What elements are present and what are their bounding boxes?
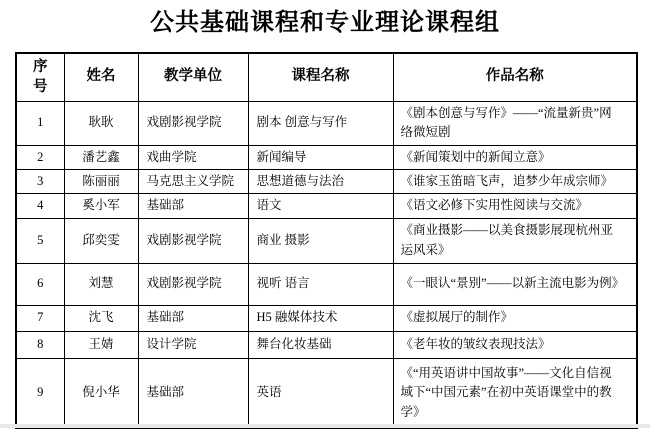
cell-work: 《商业摄影——以美食摄影展现杭州亚运风采》 xyxy=(393,218,637,263)
cell-work: 《语文必修下实用性阅读与交流》 xyxy=(393,194,637,218)
cell-course: 语文 xyxy=(248,194,393,218)
cell-course: 思想道德与法治 xyxy=(248,169,393,193)
table-header-row xyxy=(16,53,637,101)
cell-no: 7 xyxy=(16,305,64,331)
cell-name: 倪小华 xyxy=(64,358,138,428)
header-cell-course: 课程名称 xyxy=(248,53,393,101)
cell-unit: 戏剧影视学院 xyxy=(138,218,248,263)
cell-no: 5 xyxy=(16,218,64,263)
cell-unit: 设计学院 xyxy=(138,331,248,358)
cell-work: 《剧本创意与写作》——“流量新贵”网络微短剧 xyxy=(393,101,637,145)
cell-name: 刘慧 xyxy=(64,263,138,305)
table-row xyxy=(16,145,637,169)
cell-no: 9 xyxy=(16,358,64,428)
cell-work: 《谁家玉笛暗飞声，追梦少年成宗师》 xyxy=(393,169,637,193)
cell-name: 潘艺鑫 xyxy=(64,145,138,169)
table-row xyxy=(16,101,637,145)
table-row xyxy=(16,169,637,193)
cell-unit: 马克思主义学院 xyxy=(138,169,248,193)
header-cell-unit: 教学单位 xyxy=(138,53,248,101)
table-row xyxy=(16,194,637,218)
cell-name: 陈丽丽 xyxy=(64,169,138,193)
table-row xyxy=(16,218,637,263)
cell-course: 英语 xyxy=(248,358,393,428)
cell-course: 舞台化妆基础 xyxy=(248,331,393,358)
table-row xyxy=(16,331,637,358)
cell-name: 邱奕雯 xyxy=(64,218,138,263)
header-cell-name: 姓名 xyxy=(64,53,138,101)
table-row xyxy=(16,305,637,331)
table-row xyxy=(16,263,637,305)
cell-no: 1 xyxy=(16,101,64,145)
cell-no: 2 xyxy=(16,145,64,169)
cell-course: 视听 语言 xyxy=(248,263,393,305)
cell-work: 《“用英语讲中国故事”——文化自信视域下“中国元素”在初中英语课堂中的教学》 xyxy=(393,358,637,428)
cell-course: 剧本 创意与写作 xyxy=(248,101,393,145)
cell-no: 6 xyxy=(16,263,64,305)
cell-unit: 基础部 xyxy=(138,194,248,218)
cell-name: 奚小军 xyxy=(64,194,138,218)
cell-unit: 基础部 xyxy=(138,305,248,331)
cell-work: 《虚拟展厅的制作》 xyxy=(393,305,637,331)
course-table xyxy=(15,52,638,429)
cell-unit: 戏剧影视学院 xyxy=(138,101,248,145)
table-row xyxy=(16,358,637,428)
page-bottom-edge xyxy=(0,424,650,428)
cell-work: 《老年妆的皱纹表现技法》 xyxy=(393,331,637,358)
cell-work: 《新闻策划中的新闻立意》 xyxy=(393,145,637,169)
cell-no: 8 xyxy=(16,331,64,358)
cell-unit: 基础部 xyxy=(138,358,248,428)
cell-course: H5 融媒体技术 xyxy=(248,305,393,331)
header-label-no: 序号 xyxy=(32,58,48,96)
cell-no: 3 xyxy=(16,169,64,193)
cell-name: 王婧 xyxy=(64,331,138,358)
cell-course: 商业 摄影 xyxy=(248,218,393,263)
cell-work: 《一眼认“景别”——以新主流电影为例》 xyxy=(393,263,637,305)
cell-unit: 戏曲学院 xyxy=(138,145,248,169)
header-cell-work: 作品名称 xyxy=(393,53,637,101)
cell-name: 耿耿 xyxy=(64,101,138,145)
header-cell-no xyxy=(16,53,64,101)
cell-course: 新闻编导 xyxy=(248,145,393,169)
cell-unit: 戏剧影视学院 xyxy=(138,263,248,305)
document-title: 公共基础课程和专业理论课程组 xyxy=(150,10,500,36)
cell-name: 沈飞 xyxy=(64,305,138,331)
cell-no: 4 xyxy=(16,194,64,218)
